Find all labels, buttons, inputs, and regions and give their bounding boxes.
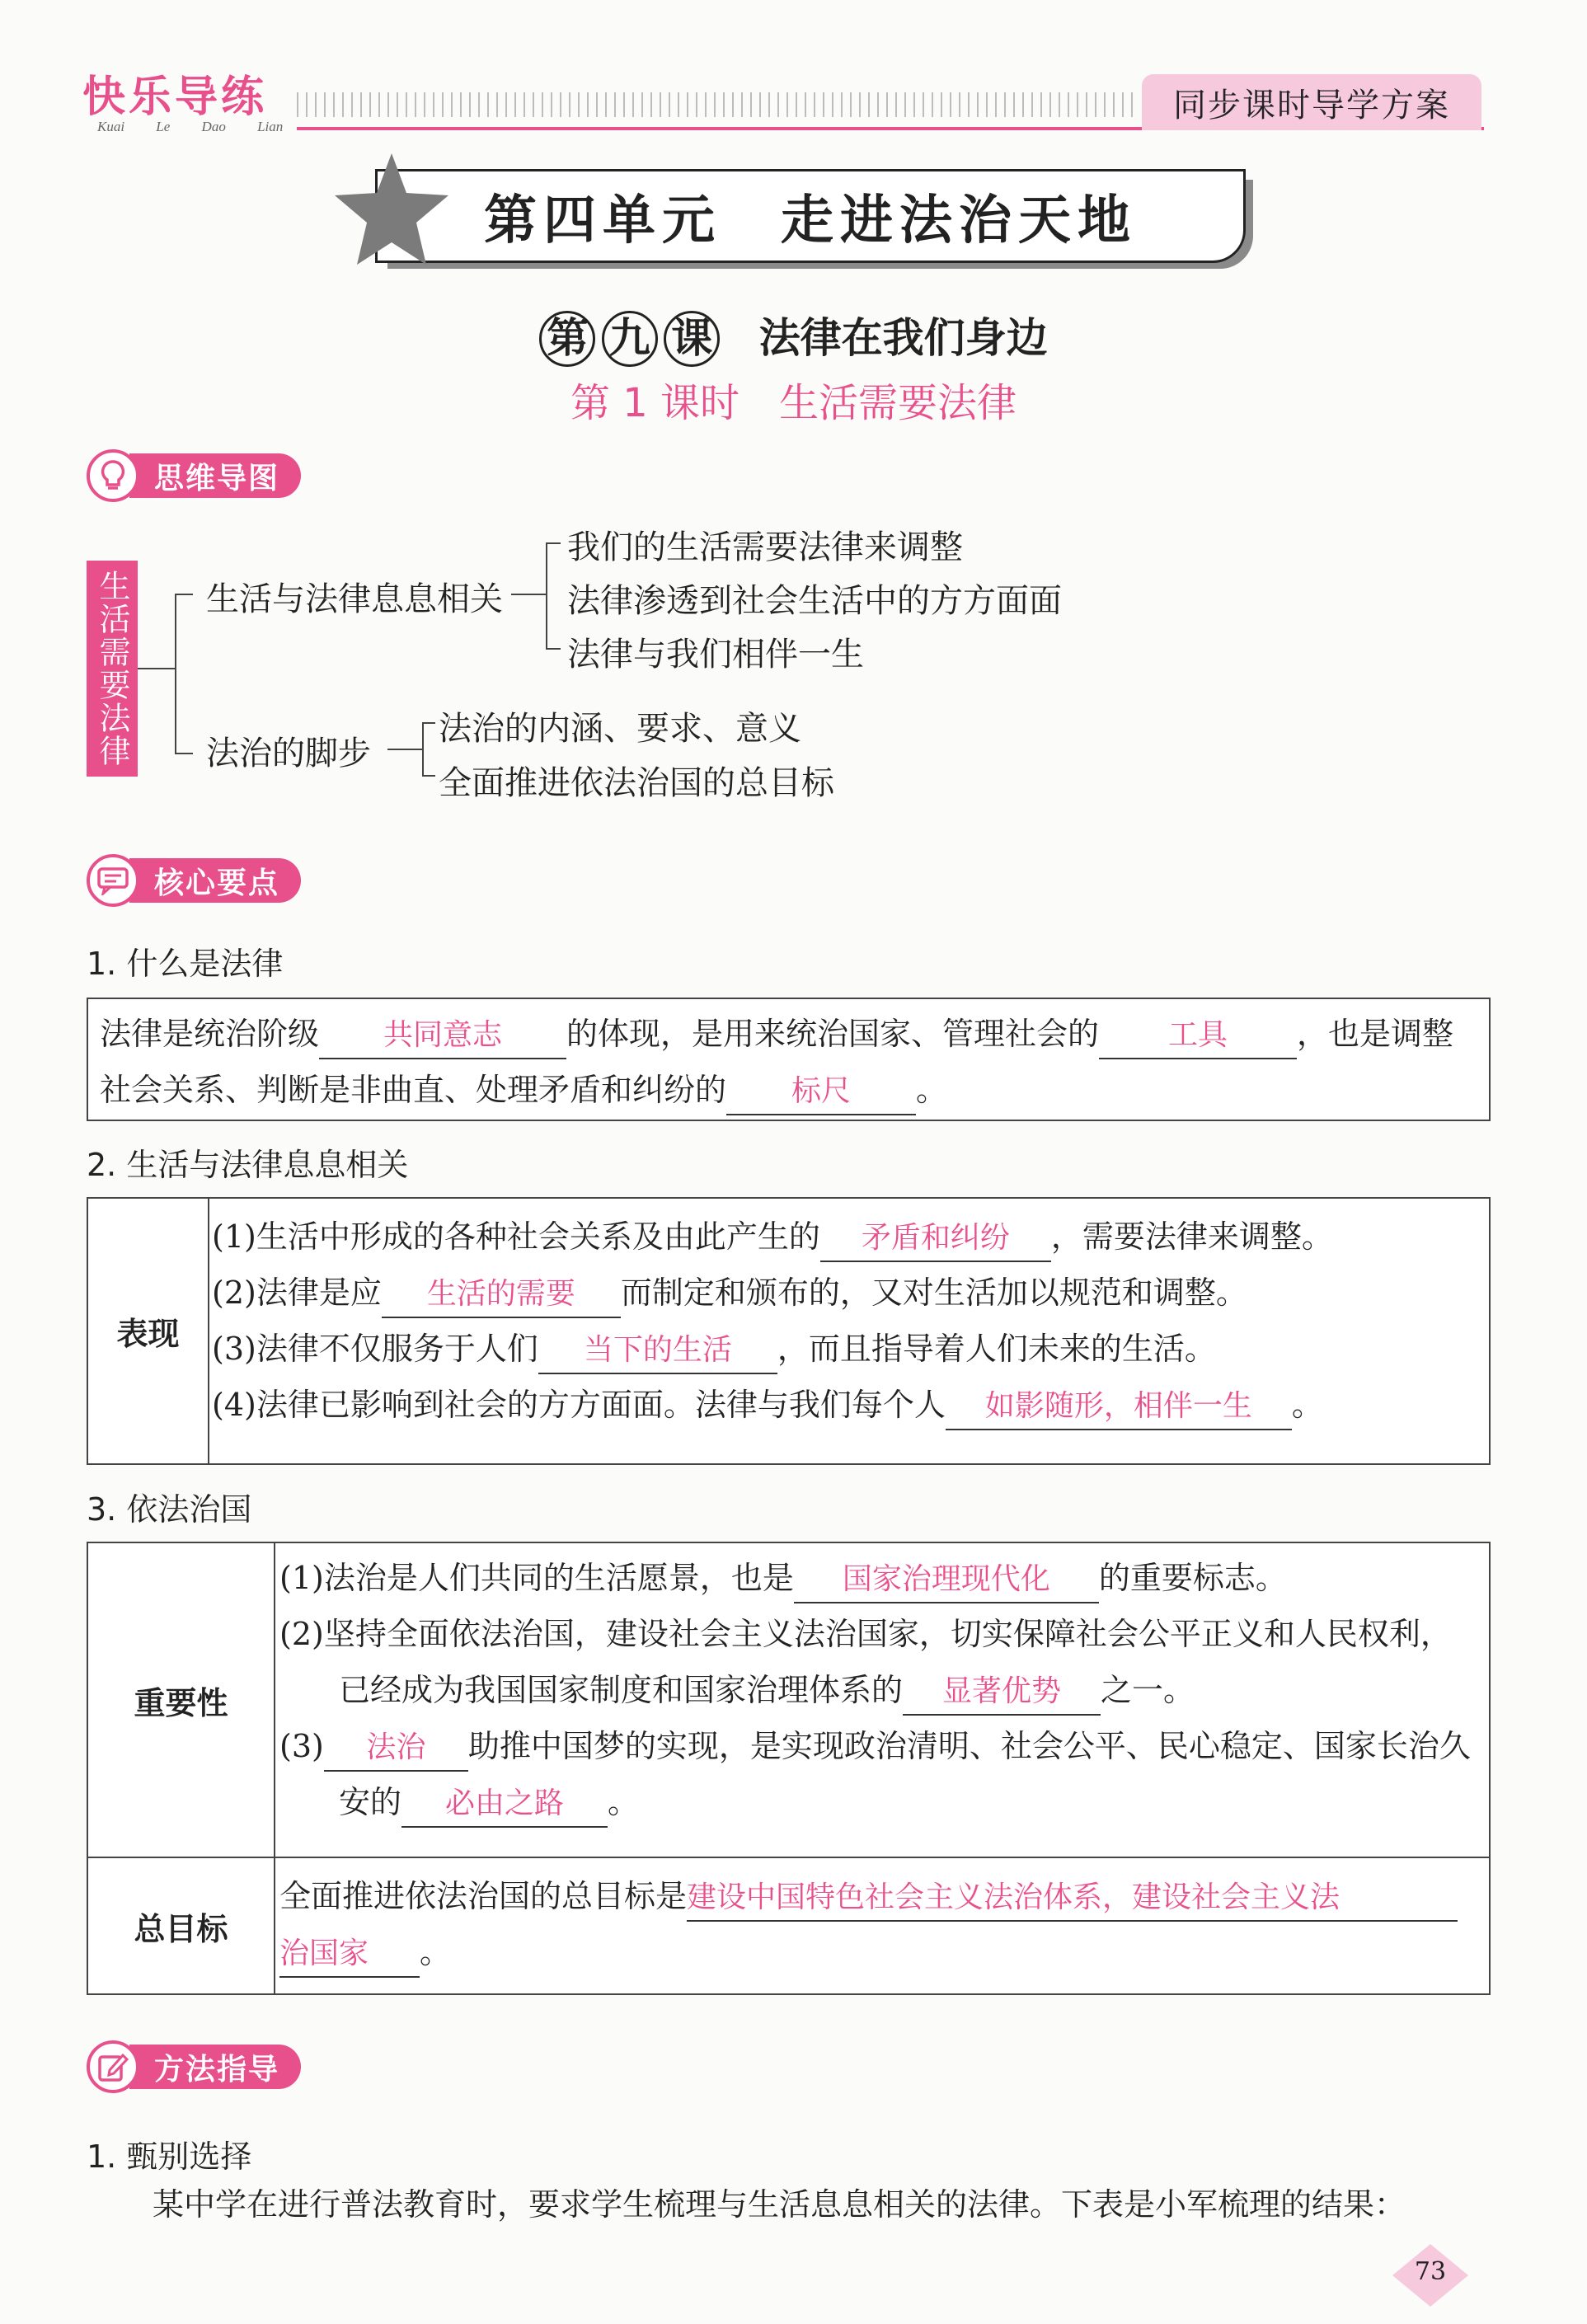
mindmap-leaf: 我们的生活需要法律来调整: [567, 528, 963, 566]
kp2-line-3: (3)法律不仅服务于人们 当下的生活 ，而且指导着人们未来的生活。: [212, 1321, 1333, 1377]
answer-blank: 生活的需要: [382, 1272, 621, 1318]
mindmap-root: 生活需要法律: [87, 561, 138, 777]
kp3-line: 治国家 。: [279, 1924, 1458, 1980]
kp3-line: (2)坚持全面依法治国，建设社会主义法治国家，切实保障社会公平正义和人民权利，: [279, 1616, 1452, 1652]
answer-blank: 共同意志: [319, 1013, 566, 1059]
kp2-row-label: 表现: [88, 1199, 209, 1463]
connector: [138, 668, 175, 669]
kp3-line: (1)法治是人们共同的生活愿景，也是 国家治理现代化 的重要标志。: [279, 1550, 1471, 1606]
answer-blank: 当下的生活: [538, 1328, 777, 1374]
answer-blank: 法治: [324, 1725, 468, 1772]
header-tick-pattern: [297, 92, 1138, 117]
text: 法律是统治阶级: [100, 1016, 320, 1052]
kp3-line: (3) 法治 助推中国梦的实现，是实现政治清明、社会公平、民心稳定、国家长治久: [279, 1718, 1471, 1774]
unit-title: 第四单元 走进法治天地: [375, 169, 1246, 263]
star-icon: [330, 148, 453, 272]
chat-bubble-icon: [87, 854, 139, 907]
kp2-heading: 2. 生活与法律息息相关: [87, 1147, 409, 1183]
kp3-row2-label: 总目标: [88, 1858, 275, 1993]
answer-blank: 国家治理现代化: [794, 1557, 1099, 1603]
period-title: 第 1 课时 生活需要法律: [570, 380, 1017, 426]
answer-blank: 显著优势: [903, 1669, 1101, 1716]
answer-blank: 工具: [1099, 1013, 1297, 1059]
connector: [546, 542, 547, 650]
connector: [422, 722, 424, 777]
answer-blank: 必由之路: [401, 1782, 608, 1828]
brand-title: 快乐导练: [82, 73, 268, 122]
lesson-title: 法律在我们身边: [758, 314, 1048, 362]
connector: [175, 594, 193, 595]
kp1-heading: 1. 什么是法律: [87, 946, 284, 982]
pencil-note-icon: [87, 2040, 139, 2093]
mindmap-leaf: 法律与我们相伴一生: [567, 636, 864, 674]
kp2-line-2: (2)法律是应 生活的需要 而制定和颁布的，又对生活加以规范和调整。: [212, 1265, 1333, 1321]
mindmap-branch-2: 法治的脚步: [206, 735, 371, 772]
mindmap-leaf: 法治的内涵、要求、意义: [439, 710, 801, 748]
methods-paragraph: 某中学在进行普法教育时，要求学生梳理与生活息息相关的法律。下表是小军梳理的结果：: [153, 2186, 1406, 2223]
kp3-table: [87, 1542, 1491, 1995]
connector: [175, 753, 193, 754]
answer-blank: 建设中国特色社会主义法治体系，建设社会主义法: [687, 1876, 1458, 1922]
connector: [387, 749, 422, 750]
connector: [546, 542, 561, 544]
kp3-row2-content: [279, 1868, 1458, 1980]
kp2-content: [212, 1209, 1333, 1433]
kp3-line: 全面推进依法治国的总目标是建设中国特色社会主义法治体系，建设社会主义法: [279, 1868, 1458, 1924]
connector: [511, 594, 546, 595]
series-tag: 同步课时导学方案: [1142, 74, 1481, 130]
section-label: 思维导图: [129, 453, 301, 498]
lesson-char-2: 九: [602, 311, 658, 367]
answer-blank: 如影随形，相伴一生: [946, 1384, 1292, 1430]
answer-blank: 标尺: [726, 1069, 916, 1115]
kp3-row1-content: [279, 1550, 1471, 1830]
section-tag-keypoints: [87, 854, 301, 907]
connector: [175, 594, 176, 754]
section-tag-mindmap: [87, 449, 301, 502]
row-divider: [274, 1857, 1489, 1858]
kp1-box: [87, 998, 1491, 1121]
text: 的体现，是用来统治国家、管理社会的: [566, 1016, 1100, 1052]
connector: [422, 775, 435, 777]
connector: [422, 722, 435, 724]
lesson-char-3: 课: [664, 311, 720, 367]
text: ，也是调整: [1297, 1016, 1454, 1052]
lesson-heading: [0, 305, 1587, 367]
lightbulb-icon: [87, 449, 139, 502]
text: 。: [916, 1072, 948, 1108]
mindmap-leaf: 法律渗透到社会生活中的方方面面: [567, 582, 1062, 620]
methods-heading: 1. 甄别选择: [87, 2139, 252, 2175]
brand-pinyin: Kuai Le Dao Lian: [97, 119, 284, 134]
section-tag-methods: [87, 2040, 301, 2093]
brand-logo: [82, 66, 267, 124]
page-number: 73: [1414, 2257, 1447, 2286]
kp2-line-1: (1)生活中形成的各种社会关系及由此产生的 矛盾和纠纷 ，需要法律来调整。: [212, 1209, 1333, 1265]
kp3-line: 安的 必由之路 。: [279, 1774, 1471, 1830]
kp2-table: [87, 1197, 1491, 1465]
kp3-row1-label: 重要性: [88, 1543, 275, 1858]
section-label: 核心要点: [129, 858, 301, 903]
connector: [546, 648, 561, 650]
kp3-heading: 3. 依法治国: [87, 1491, 252, 1528]
kp3-line: 已经成为我国国家制度和国家治理体系的 显著优势 之一。: [279, 1662, 1471, 1718]
lesson-char-1: 第: [539, 311, 595, 367]
answer-blank: 矛盾和纠纷: [820, 1216, 1051, 1262]
mindmap-leaf: 全面推进依法治国的总目标: [439, 764, 834, 802]
text: 社会关系、判断是非曲直、处理矛盾和纠纷的: [100, 1072, 727, 1108]
answer-blank: 治国家: [279, 1932, 420, 1978]
section-label: 方法指导: [129, 2045, 301, 2089]
kp2-line-4: (4)法律已影响到社会的方方面面。法律与我们每个人 如影随形，相伴一生 。: [212, 1377, 1333, 1433]
mindmap-branch-1: 生活与法律息息相关: [206, 580, 503, 618]
